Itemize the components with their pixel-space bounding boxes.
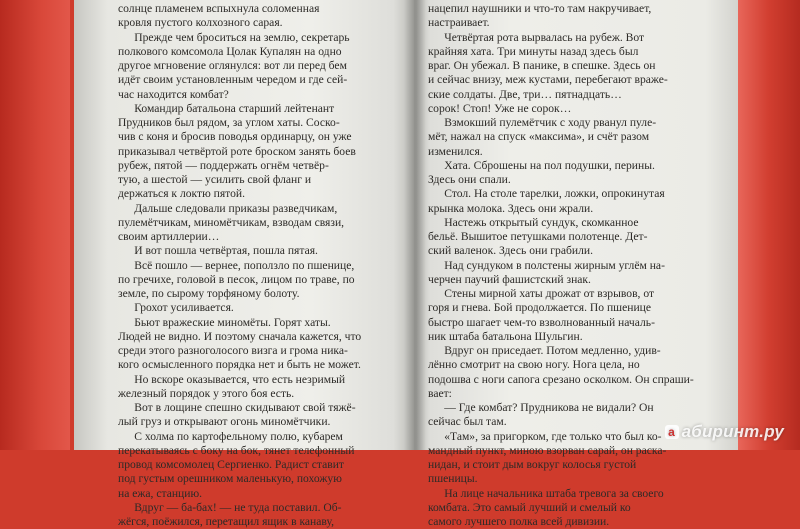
paragraph: «Там», за пригорком, где только что был ко- мандный пункт, миною взорван сарай, он раска- нидан, и стоит дым вокруг колосья густой пшеницы.: [428, 430, 726, 487]
paragraph: нацепил наушники и что-то там накручивает, настраивает.: [428, 2, 726, 31]
labirint-logo-icon: a: [665, 425, 679, 439]
book-gutter: [404, 0, 426, 450]
paragraph: Вот в лощине спешно скидывают свой тяжё- лый груз и открывают огонь миномётчики.: [118, 401, 408, 430]
paragraph: Но вскоре оказывается, что есть незримый железный порядок у этого боя есть.: [118, 373, 408, 402]
paragraph: Настежь открытый сундук, скомканное бельё. Вышитое петушками полотенце. Дет- ский валенок. Здесь они грабили.: [428, 216, 726, 259]
paragraph: Командир батальона старший лейтенант Прудников был рядом, за углом хаты. Соско- чив с коня и бросив поводья ординарцу, он уже приказывал четвёртой роте броском занять боев рубеж, пятой — поддержать огнём четвёр- тую, а шестой — усилить свой фланг и держаться к локтю пятой.: [118, 102, 408, 202]
paragraph: Хата. Сброшены на пол подушки, перины. Здесь они спали.: [428, 159, 726, 188]
paragraph: Над сундуком в полстены жирным углём на- черчен паучий фашистский знак.: [428, 259, 726, 288]
paragraph: На лице начальника штаба тревога за своего комбата. Это самый лучший и смелый ко самого лучшего полка всей дивизии.: [428, 487, 726, 529]
paragraph: Четвёртая рота вырвалась на рубеж. Вот крайняя хата. Три минуты назад здесь был враг. Он убежал. В панике, в спешке. Здесь он и сейчас внизу, меж кустами, перебегают враже- ские солдаты. Две, три… пятнадцать… сорок! Стоп! Уже не сорок…: [428, 31, 726, 117]
paragraph: Стены мирной хаты дрожат от взрывов, от горя и гнева. Бой продолжается. По пшенице быстро шагает чем-то взволнованный началь- ник штаба батальона Шульгин.: [428, 287, 726, 344]
paragraph: С холма по картофельному полю, кубарем перекатываясь с боку на бок, тянет телефонный провод комсомолец Сергиенко. Радист ставит под густым орешником маленькую, похожую на ежа, станцию.: [118, 430, 408, 501]
paragraph: Вдруг — ба-бах! — не туда поставил. Об- жёгся, поёжился, перетащил ящик в канаву,: [118, 501, 408, 529]
paragraph: Грохот усиливается.: [118, 301, 408, 315]
paragraph: Взмокший пулемётчик с ходу рванул пуле- мёт, нажал на спуск «максима», и счёт разом изменился.: [428, 116, 726, 159]
paragraph: — Где комбат? Прудникова не видали? Он сейчас был там.: [428, 401, 726, 430]
left-page: [74, 0, 414, 450]
paragraph: Стол. На столе тарелки, ложки, опрокинутая крынка молока. Здесь они жрали.: [428, 187, 726, 216]
book-edge-right: [738, 0, 800, 450]
right-page: [414, 0, 738, 450]
paragraph: Бьют вражеские миномёты. Горят хаты. Людей не видно. И поэтому сначала кажется, что среди этого разноголосого визга и грома ника- кого осмысленного порядка нет и быть не может.: [118, 316, 408, 373]
watermark: [665, 422, 784, 442]
watermark-text: абиринт.ру: [682, 422, 784, 441]
paragraph: И вот пошла четвёртая, пошла пятая.: [118, 244, 408, 258]
book-edge-left: [0, 0, 70, 450]
paragraph: Вдруг он приседает. Потом медленно, удив- лённо смотрит на свою ногу. Нога цела, но подошва с ноги сапога срезано осколком. Он спраши- вает:: [428, 344, 726, 401]
paragraph: Всё пошло — вернее, поползло по пшенице, по гречихе, головой в песок, лицом по траве, по земле, по сырому торфяному болоту.: [118, 259, 408, 302]
paragraph: Дальше следовали приказы разведчикам, пулемётчикам, миномётчикам, взводам связи, своим артиллерии…: [118, 202, 408, 245]
paragraph: солнце пламенем вспыхнула соломенная кровля пустого колхозного сарая.: [118, 2, 408, 31]
paragraph: Прежде чем броситься на землю, секретарь полкового комсомола Цолак Купалян на одно другое мгновение оглянулся: вот ли перед бем идёт своим установленным чередом и где сей- час находится комбат?: [118, 31, 408, 102]
